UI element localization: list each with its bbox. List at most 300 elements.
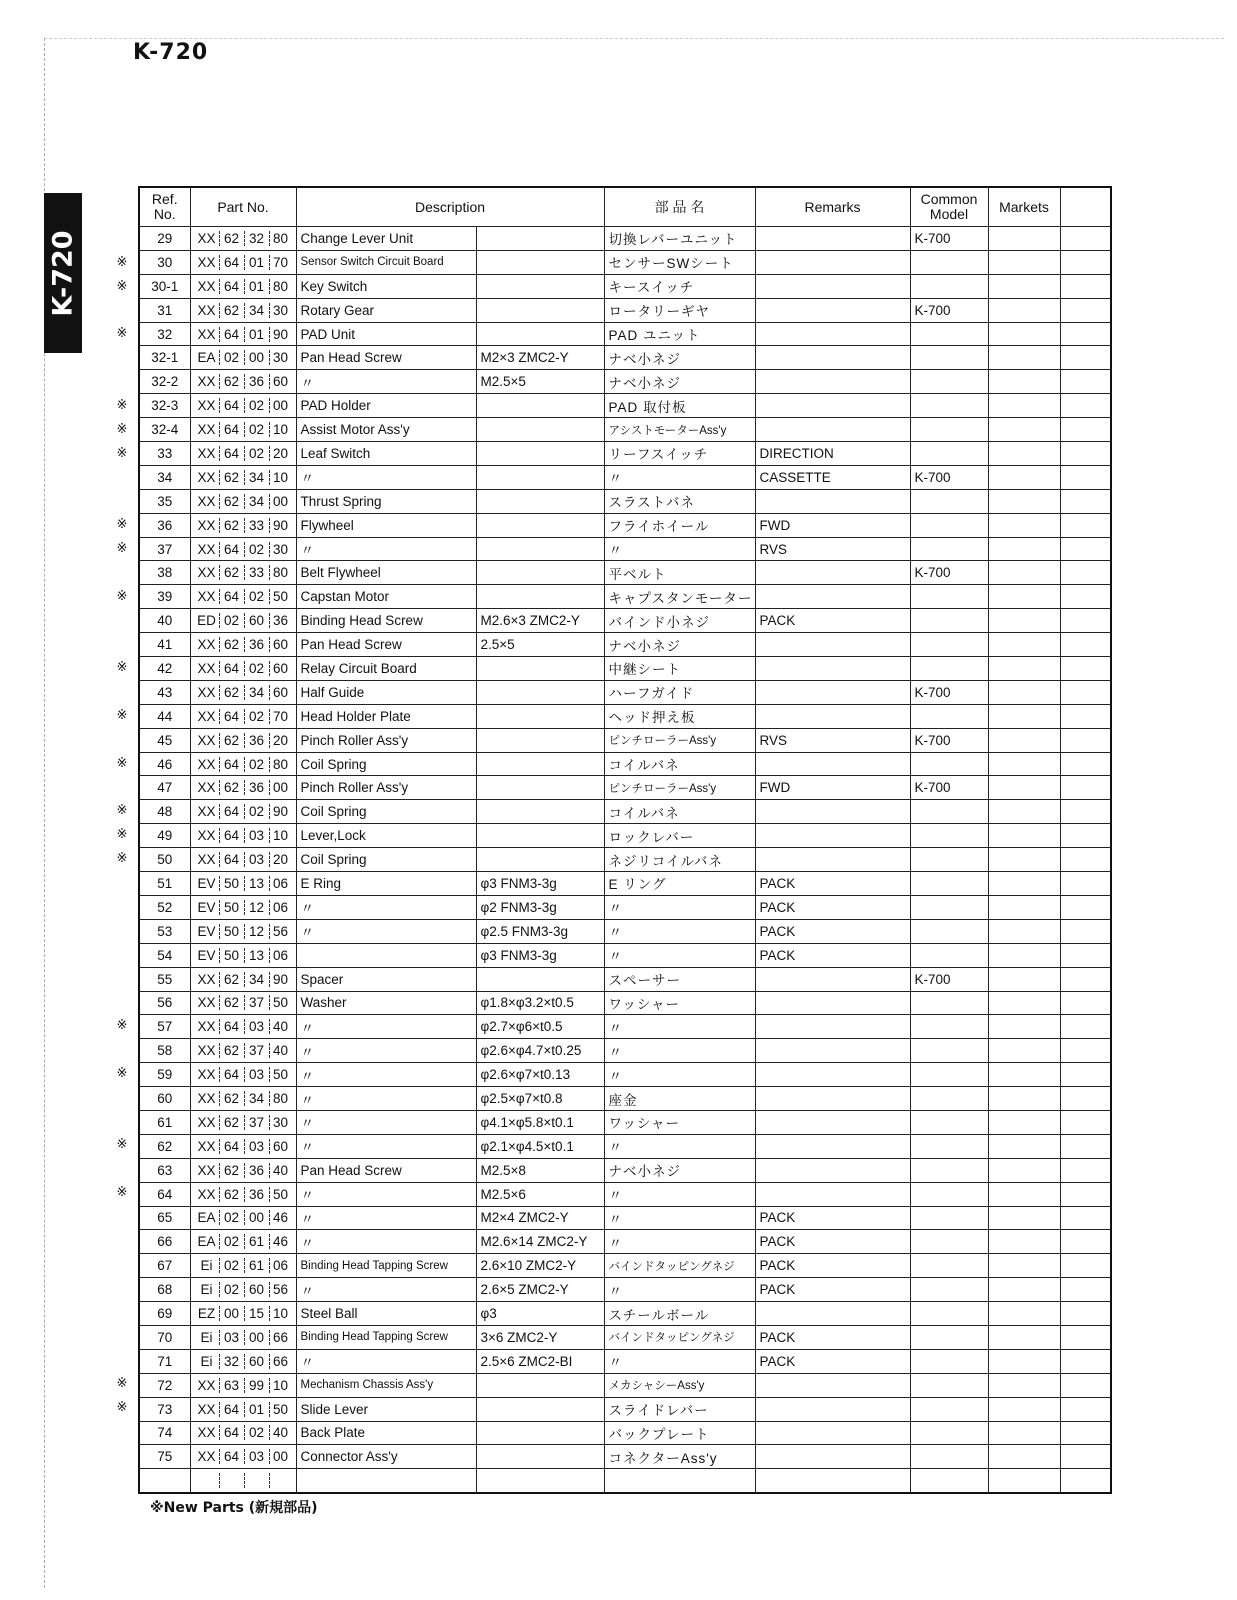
part-no-segment: 36 <box>269 613 292 628</box>
markets <box>988 250 1060 274</box>
part-no-segment: 03 <box>244 1019 269 1034</box>
part-no-segment: 90 <box>269 518 292 533</box>
extra <box>1060 919 1111 943</box>
spec <box>476 800 604 824</box>
spec <box>476 442 604 466</box>
description: 〃 <box>296 1134 476 1158</box>
ref-no: 38 <box>139 561 190 585</box>
spec: 2.6×5 ZMC2-Y <box>476 1278 604 1302</box>
ref-no: 57 <box>139 1015 190 1039</box>
spec <box>476 394 604 418</box>
part-no-segment: 46 <box>269 1234 292 1249</box>
extra <box>1060 1278 1111 1302</box>
part-no-segment: 50 <box>219 948 244 963</box>
extra <box>1060 1373 1111 1397</box>
remarks <box>755 274 910 298</box>
description: Flywheel <box>296 513 476 537</box>
jp-name: キースイッチ <box>604 274 755 298</box>
part-no-segment: 80 <box>269 757 292 772</box>
common-model: K-700 <box>910 227 988 251</box>
table-row <box>139 561 1111 585</box>
table-row <box>139 633 1111 657</box>
part-no-segment: 37 <box>244 1043 269 1058</box>
part-no-segment: 03 <box>244 1449 269 1464</box>
table-row <box>139 728 1111 752</box>
ref-no: 44 <box>139 704 190 728</box>
part-no <box>190 943 296 967</box>
part-no <box>190 513 296 537</box>
ref-no: 64 <box>139 1182 190 1206</box>
part-no-segment: 60 <box>269 637 292 652</box>
extra <box>1060 394 1111 418</box>
extra <box>1060 1302 1111 1326</box>
header-ref: Ref. No. <box>139 187 190 227</box>
markets <box>988 1445 1060 1469</box>
part-no-segment: 60 <box>244 613 269 628</box>
part-no-segment: 06 <box>269 1258 292 1273</box>
part-no-segment: 00 <box>244 1330 269 1345</box>
part-no-segment: 60 <box>244 1354 269 1369</box>
description: 〃 <box>296 1063 476 1087</box>
part-no-segment: 06 <box>269 876 292 891</box>
jp-name: ワッシャー <box>604 991 755 1015</box>
spec <box>476 418 604 442</box>
part-no-segment: 02 <box>244 542 269 557</box>
ref-no: 67 <box>139 1254 190 1278</box>
part-no <box>190 752 296 776</box>
markets <box>988 1421 1060 1445</box>
description: 〃 <box>296 1206 476 1230</box>
table-row <box>139 704 1111 728</box>
part-no-segment: 62 <box>219 780 244 795</box>
extra <box>1060 895 1111 919</box>
common-model <box>910 1349 988 1373</box>
part-no-segment: XX <box>197 1377 216 1393</box>
common-model: K-700 <box>910 680 988 704</box>
part-no-segment: 50 <box>219 924 244 939</box>
part-no <box>190 800 296 824</box>
common-model: K-700 <box>910 728 988 752</box>
markets <box>988 1278 1060 1302</box>
markets <box>988 1325 1060 1349</box>
part-no <box>190 1110 296 1134</box>
part-no-segment: 33 <box>244 518 269 533</box>
common-model <box>910 1397 988 1421</box>
part-no-segment: 60 <box>269 1139 292 1154</box>
jp-name: 平ベルト <box>604 561 755 585</box>
table-row <box>139 1254 1111 1278</box>
jp-name: アシストモーターAss'y <box>604 418 755 442</box>
part-no-segment: Ei <box>200 1353 213 1369</box>
table-row <box>139 1182 1111 1206</box>
part-no-segment: EV <box>197 923 216 939</box>
description: Binding Head Screw <box>296 609 476 633</box>
part-no-segment: XX <box>197 565 216 581</box>
part-no-segment: 34 <box>244 972 269 987</box>
ref-no: 56 <box>139 991 190 1015</box>
common-model <box>910 1278 988 1302</box>
part-no-segment: ED <box>197 613 216 629</box>
part-no-segment: 66 <box>269 1354 292 1369</box>
table-row <box>139 1349 1111 1373</box>
description: Mechanism Chassis Ass'y <box>296 1373 476 1397</box>
part-no-segment <box>195 1473 219 1488</box>
part-no-segment: 64 <box>219 1139 244 1154</box>
extra <box>1060 680 1111 704</box>
header-markets: Markets <box>988 187 1060 227</box>
part-no-segment: 33 <box>244 565 269 580</box>
markets <box>988 633 1060 657</box>
part-no-segment: 64 <box>219 852 244 867</box>
ref-no: 62 <box>139 1134 190 1158</box>
extra <box>1060 1039 1111 1063</box>
part-no-segment: XX <box>197 995 216 1011</box>
part-no <box>190 274 296 298</box>
part-no-segment: 37 <box>244 995 269 1010</box>
markets <box>988 298 1060 322</box>
jp-name: 中継シート <box>604 657 755 681</box>
common-model <box>910 1421 988 1445</box>
remarks <box>755 370 910 394</box>
table-row <box>139 1015 1111 1039</box>
part-no-segment: 10 <box>269 1378 292 1393</box>
description: 〃 <box>296 537 476 561</box>
markets <box>988 848 1060 872</box>
part-no-segment: 30 <box>269 350 292 365</box>
part-no-segment: 20 <box>269 733 292 748</box>
remarks <box>755 1445 910 1469</box>
table-row <box>139 298 1111 322</box>
jp-name: ワッシャー <box>604 1110 755 1134</box>
remarks: PACK <box>755 1325 910 1349</box>
markets <box>988 728 1060 752</box>
spec: M2.5×5 <box>476 370 604 394</box>
markets <box>988 1373 1060 1397</box>
spec: φ3 FNM3-3g <box>476 943 604 967</box>
extra <box>1060 1063 1111 1087</box>
spec: M2.5×6 <box>476 1182 604 1206</box>
description: Lever,Lock <box>296 824 476 848</box>
markets <box>988 943 1060 967</box>
markets <box>988 394 1060 418</box>
part-no-segment: 62 <box>219 637 244 652</box>
part-no-segment: XX <box>197 1138 216 1154</box>
description: 〃 <box>296 919 476 943</box>
jp-name: 〃 <box>604 1134 755 1158</box>
common-model <box>910 1110 988 1134</box>
spec <box>476 1445 604 1469</box>
description: Key Switch <box>296 274 476 298</box>
spec: φ3 FNM3-3g <box>476 872 604 896</box>
spec <box>476 489 604 513</box>
ref-no: 30 <box>139 250 190 274</box>
jp-name: ロックレバー <box>604 824 755 848</box>
part-no <box>190 1087 296 1111</box>
part-no-segment: XX <box>197 589 216 605</box>
markets <box>988 1349 1060 1373</box>
part-no-segment: XX <box>197 302 216 318</box>
common-model <box>910 1325 988 1349</box>
part-no-segment: 10 <box>269 470 292 485</box>
jp-name: 〃 <box>604 943 755 967</box>
table-row <box>139 1134 1111 1158</box>
description: Pan Head Screw <box>296 1158 476 1182</box>
part-no-segment: 80 <box>269 231 292 246</box>
description: Coil Spring <box>296 752 476 776</box>
ref-no: 73 <box>139 1397 190 1421</box>
part-no-segment: 62 <box>219 374 244 389</box>
jp-name: スラストバネ <box>604 489 755 513</box>
part-no-segment: 36 <box>244 1187 269 1202</box>
markets <box>988 1158 1060 1182</box>
markets <box>988 561 1060 585</box>
jp-name: 〃 <box>604 1278 755 1302</box>
part-no-segment: 00 <box>269 780 292 795</box>
table-row <box>139 991 1111 1015</box>
jp-name: キャプスタンモーター <box>604 585 755 609</box>
spec: φ2.6×φ4.7×t0.25 <box>476 1039 604 1063</box>
spec <box>476 848 604 872</box>
markets <box>988 824 1060 848</box>
description: 〃 <box>296 1110 476 1134</box>
part-no <box>190 704 296 728</box>
markets <box>988 1039 1060 1063</box>
part-no-segment: EA <box>197 1234 216 1250</box>
part-no-segment: 62 <box>219 494 244 509</box>
ref-no: 53 <box>139 919 190 943</box>
new-part-mark: ※ <box>116 1137 128 1153</box>
markets <box>988 680 1060 704</box>
extra <box>1060 489 1111 513</box>
table-row <box>139 1397 1111 1421</box>
part-no-segment: XX <box>197 828 216 844</box>
table-row <box>139 1278 1111 1302</box>
common-model <box>910 895 988 919</box>
markets <box>988 1397 1060 1421</box>
description: Coil Spring <box>296 848 476 872</box>
ref-no: 48 <box>139 800 190 824</box>
common-model <box>910 1039 988 1063</box>
markets <box>988 1182 1060 1206</box>
ref-no: 75 <box>139 1445 190 1469</box>
ref-no: 33 <box>139 442 190 466</box>
part-no-segment: 62 <box>219 231 244 246</box>
part-no <box>190 1254 296 1278</box>
part-no-segment: 02 <box>244 804 269 819</box>
extra <box>1060 1158 1111 1182</box>
part-no-segment: 15 <box>244 1306 269 1321</box>
new-part-mark: ※ <box>116 755 128 771</box>
part-no-segment: 56 <box>269 1282 292 1297</box>
ref-no: 36 <box>139 513 190 537</box>
table-row <box>139 943 1111 967</box>
part-no-segment: 36 <box>244 637 269 652</box>
part-no-segment: 13 <box>244 948 269 963</box>
table-row <box>139 895 1111 919</box>
part-no-segment: 64 <box>219 279 244 294</box>
table-row <box>139 776 1111 800</box>
extra <box>1060 513 1111 537</box>
part-no-segment: 66 <box>269 1330 292 1345</box>
part-no-segment: XX <box>197 1091 216 1106</box>
jp-name: バックプレート <box>604 1421 755 1445</box>
part-no-segment: XX <box>197 230 216 246</box>
remarks <box>755 848 910 872</box>
common-model <box>910 1182 988 1206</box>
remarks <box>755 1397 910 1421</box>
ref-no: 39 <box>139 585 190 609</box>
description: PAD Unit <box>296 322 476 346</box>
part-no-segment: 64 <box>219 1067 244 1082</box>
markets <box>988 776 1060 800</box>
jp-name: バインドタッピングネジ <box>604 1325 755 1349</box>
part-no <box>190 1158 296 1182</box>
common-model: K-700 <box>910 967 988 991</box>
table-row <box>139 1110 1111 1134</box>
part-no-segment: 36 <box>244 733 269 748</box>
description: Pinch Roller Ass'y <box>296 776 476 800</box>
part-no-segment: 50 <box>269 1402 292 1417</box>
part-no-segment: XX <box>197 422 216 438</box>
part-no-segment: XX <box>197 541 216 557</box>
part-no-segment: Ei <box>200 1258 213 1274</box>
table-row <box>139 489 1111 513</box>
jp-name: ピンチローラーAss'y <box>604 728 755 752</box>
part-no-segment: 64 <box>219 398 244 413</box>
header-part-no: Part No. <box>190 187 296 227</box>
spec <box>476 298 604 322</box>
spec <box>476 776 604 800</box>
extra <box>1060 1397 1111 1421</box>
part-no-segment: XX <box>197 278 216 294</box>
spec <box>476 465 604 489</box>
part-no-segment: XX <box>197 517 216 533</box>
spec <box>476 537 604 561</box>
part-no-segment: 80 <box>269 279 292 294</box>
ref-no: 54 <box>139 943 190 967</box>
table-row <box>139 919 1111 943</box>
new-part-mark: ※ <box>116 326 128 342</box>
spec <box>476 680 604 704</box>
part-no <box>190 1397 296 1421</box>
ref-no: 58 <box>139 1039 190 1063</box>
table-row <box>139 1206 1111 1230</box>
description: Sensor Switch Circuit Board <box>296 250 476 274</box>
markets <box>988 967 1060 991</box>
common-model <box>910 872 988 896</box>
spec <box>476 657 604 681</box>
spec: φ2.5 FNM3-3g <box>476 919 604 943</box>
part-no-segment: 56 <box>269 924 292 939</box>
description: 〃 <box>296 1278 476 1302</box>
markets <box>988 800 1060 824</box>
table-row <box>139 1421 1111 1445</box>
table-row <box>139 370 1111 394</box>
part-no-segment: EV <box>197 899 216 915</box>
common-model <box>910 919 988 943</box>
part-no <box>190 1445 296 1469</box>
remarks <box>755 585 910 609</box>
part-no-segment: 90 <box>269 972 292 987</box>
description: Steel Ball <box>296 1302 476 1326</box>
part-no <box>190 1230 296 1254</box>
spec <box>476 322 604 346</box>
spec: φ4.1×φ5.8×t0.1 <box>476 1110 604 1134</box>
part-no-segment: 02 <box>244 1425 269 1440</box>
part-no-segment: 40 <box>269 1019 292 1034</box>
common-model <box>910 991 988 1015</box>
part-no-segment: 34 <box>244 303 269 318</box>
part-no-segment: 64 <box>219 757 244 772</box>
new-part-mark: ※ <box>116 588 128 604</box>
remarks <box>755 1015 910 1039</box>
part-no-segment: 34 <box>244 494 269 509</box>
description: Half Guide <box>296 680 476 704</box>
part-no-segment: 03 <box>244 828 269 843</box>
remarks: FWD <box>755 513 910 537</box>
markets <box>988 704 1060 728</box>
part-no-segment: XX <box>197 971 216 987</box>
markets <box>988 1230 1060 1254</box>
part-no <box>190 537 296 561</box>
part-no-segment: 80 <box>269 565 292 580</box>
extra <box>1060 227 1111 251</box>
extra <box>1060 872 1111 896</box>
part-no-segment: XX <box>197 374 216 390</box>
remarks: PACK <box>755 1230 910 1254</box>
jp-name: 〃 <box>604 1182 755 1206</box>
part-no <box>190 1278 296 1302</box>
part-no-segment: 34 <box>244 685 269 700</box>
extra <box>1060 776 1111 800</box>
extra <box>1060 967 1111 991</box>
table-row <box>139 848 1111 872</box>
remarks <box>755 800 910 824</box>
extra <box>1060 991 1111 1015</box>
markets <box>988 609 1060 633</box>
spec: φ2 FNM3-3g <box>476 895 604 919</box>
extra <box>1060 943 1111 967</box>
spec <box>476 704 604 728</box>
ref-no: 42 <box>139 657 190 681</box>
common-model <box>910 1445 988 1469</box>
part-no-segment: XX <box>197 1067 216 1083</box>
part-no <box>190 991 296 1015</box>
part-no <box>190 298 296 322</box>
part-no <box>190 346 296 370</box>
jp-name: スライドレバー <box>604 1397 755 1421</box>
part-no-segment: 02 <box>219 1282 244 1297</box>
part-no <box>190 1063 296 1087</box>
new-part-mark: ※ <box>116 827 128 843</box>
part-no <box>190 1182 296 1206</box>
part-no-segment: 40 <box>269 1043 292 1058</box>
common-model <box>910 800 988 824</box>
ref-no: 55 <box>139 967 190 991</box>
part-no-segment: 00 <box>219 1306 244 1321</box>
remarks <box>755 752 910 776</box>
description: Back Plate <box>296 1421 476 1445</box>
spec <box>476 1469 604 1493</box>
remarks <box>755 394 910 418</box>
description: Binding Head Tapping Screw <box>296 1325 476 1349</box>
table-row <box>139 1445 1111 1469</box>
header-blank <box>1060 187 1111 227</box>
common-model <box>910 274 988 298</box>
remarks <box>755 561 910 585</box>
part-no-segment: XX <box>197 1425 216 1441</box>
description: PAD Holder <box>296 394 476 418</box>
